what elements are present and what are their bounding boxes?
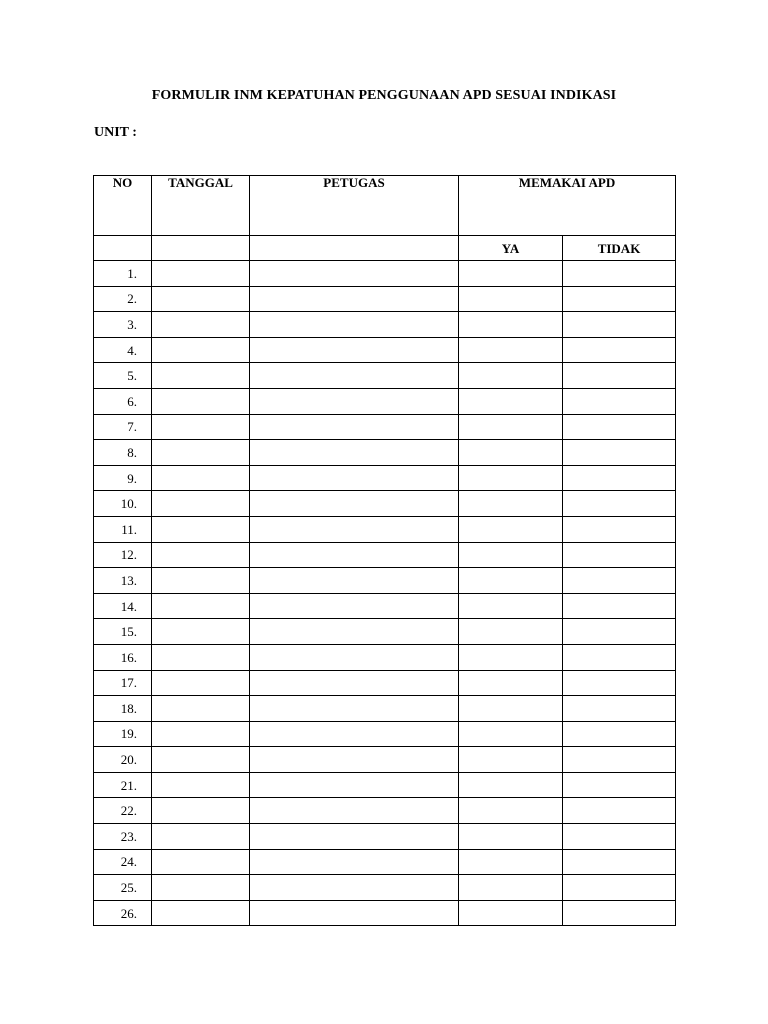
- tanggal-cell[interactable]: [152, 261, 250, 287]
- tidak-cell[interactable]: [563, 696, 676, 722]
- row-number: 10.: [94, 491, 152, 517]
- ya-cell[interactable]: [459, 568, 563, 594]
- ya-cell[interactable]: [459, 696, 563, 722]
- table-row: [94, 414, 676, 440]
- row-number: 16.: [94, 644, 152, 670]
- petugas-cell[interactable]: [250, 568, 459, 594]
- row-number: 9.: [94, 465, 152, 491]
- petugas-cell[interactable]: [250, 644, 459, 670]
- ya-cell[interactable]: [459, 312, 563, 338]
- header-tanggal: TANGGAL: [152, 176, 250, 236]
- tidak-cell[interactable]: [563, 261, 676, 287]
- subheader-empty-tanggal: [152, 236, 250, 261]
- ya-cell[interactable]: [459, 286, 563, 312]
- table-row: [94, 875, 676, 901]
- petugas-cell[interactable]: [250, 593, 459, 619]
- table-row: [94, 849, 676, 875]
- row-number: 13.: [94, 568, 152, 594]
- petugas-cell[interactable]: [250, 696, 459, 722]
- tidak-cell[interactable]: [563, 363, 676, 389]
- petugas-cell[interactable]: [250, 491, 459, 517]
- tidak-cell[interactable]: [563, 824, 676, 850]
- row-number: 23.: [94, 824, 152, 850]
- petugas-cell[interactable]: [250, 619, 459, 645]
- header-no: NO: [94, 176, 152, 236]
- tidak-cell[interactable]: [563, 875, 676, 901]
- tidak-cell[interactable]: [563, 644, 676, 670]
- row-number: 4.: [94, 337, 152, 363]
- petugas-cell[interactable]: [250, 721, 459, 747]
- ya-cell[interactable]: [459, 388, 563, 414]
- tidak-cell[interactable]: [563, 465, 676, 491]
- tanggal-cell[interactable]: [152, 900, 250, 926]
- table-row: [94, 286, 676, 312]
- tidak-cell[interactable]: [563, 849, 676, 875]
- petugas-cell[interactable]: [250, 670, 459, 696]
- row-number: 14.: [94, 593, 152, 619]
- tidak-cell[interactable]: [563, 516, 676, 542]
- petugas-cell[interactable]: [250, 388, 459, 414]
- table-row: [94, 593, 676, 619]
- ya-cell[interactable]: [459, 516, 563, 542]
- ya-cell[interactable]: [459, 721, 563, 747]
- row-number: 7.: [94, 414, 152, 440]
- table-row: [94, 363, 676, 389]
- ya-cell[interactable]: [459, 337, 563, 363]
- petugas-cell[interactable]: [250, 312, 459, 338]
- table-row: [94, 516, 676, 542]
- ya-cell[interactable]: [459, 772, 563, 798]
- tidak-cell[interactable]: [563, 414, 676, 440]
- table-row: [94, 772, 676, 798]
- subheader-empty-no: [94, 236, 152, 261]
- row-number: 17.: [94, 670, 152, 696]
- ya-cell[interactable]: [459, 363, 563, 389]
- tanggal-cell[interactable]: [152, 593, 250, 619]
- table-row: [94, 721, 676, 747]
- petugas-cell[interactable]: [250, 465, 459, 491]
- row-number: 19.: [94, 721, 152, 747]
- tidak-cell[interactable]: [563, 593, 676, 619]
- petugas-cell[interactable]: [250, 849, 459, 875]
- table-row: [94, 696, 676, 722]
- tidak-cell[interactable]: [563, 568, 676, 594]
- tidak-cell[interactable]: [563, 388, 676, 414]
- row-number: 5.: [94, 363, 152, 389]
- ya-cell[interactable]: [459, 542, 563, 568]
- tanggal-cell[interactable]: [152, 619, 250, 645]
- ya-cell[interactable]: [459, 747, 563, 773]
- petugas-cell[interactable]: [250, 824, 459, 850]
- table-row: [94, 900, 676, 926]
- tidak-cell[interactable]: [563, 440, 676, 466]
- ya-cell[interactable]: [459, 465, 563, 491]
- tanggal-cell[interactable]: [152, 849, 250, 875]
- row-number: 11.: [94, 516, 152, 542]
- header-memakai-apd: MEMAKAI APD: [459, 176, 676, 236]
- table-row: [94, 312, 676, 338]
- ya-cell[interactable]: [459, 875, 563, 901]
- row-number: 12.: [94, 542, 152, 568]
- tanggal-cell[interactable]: [152, 388, 250, 414]
- tidak-cell[interactable]: [563, 312, 676, 338]
- subheader-tidak: TIDAK: [563, 236, 676, 261]
- compliance-table: [93, 175, 676, 926]
- ya-cell[interactable]: [459, 824, 563, 850]
- petugas-cell[interactable]: [250, 516, 459, 542]
- table-row: [94, 798, 676, 824]
- tanggal-cell[interactable]: [152, 363, 250, 389]
- petugas-cell[interactable]: [250, 542, 459, 568]
- subheader-empty-petugas: [250, 236, 459, 261]
- ya-cell[interactable]: [459, 619, 563, 645]
- row-number: 8.: [94, 440, 152, 466]
- ya-cell[interactable]: [459, 798, 563, 824]
- tidak-cell[interactable]: [563, 721, 676, 747]
- tidak-cell[interactable]: [563, 747, 676, 773]
- tanggal-cell[interactable]: [152, 644, 250, 670]
- table-row: [94, 542, 676, 568]
- table-row: [94, 261, 676, 287]
- tidak-cell[interactable]: [563, 798, 676, 824]
- row-number: 2.: [94, 286, 152, 312]
- petugas-cell[interactable]: [250, 440, 459, 466]
- tanggal-cell[interactable]: [152, 465, 250, 491]
- tidak-cell[interactable]: [563, 542, 676, 568]
- row-number: 20.: [94, 747, 152, 773]
- tanggal-cell[interactable]: [152, 696, 250, 722]
- row-number: 26.: [94, 900, 152, 926]
- petugas-cell[interactable]: [250, 286, 459, 312]
- tanggal-cell[interactable]: [152, 772, 250, 798]
- row-number: 25.: [94, 875, 152, 901]
- table-row: [94, 747, 676, 773]
- ya-cell[interactable]: [459, 849, 563, 875]
- petugas-cell[interactable]: [250, 261, 459, 287]
- tanggal-cell[interactable]: [152, 875, 250, 901]
- tanggal-cell[interactable]: [152, 312, 250, 338]
- tidak-cell[interactable]: [563, 619, 676, 645]
- tanggal-cell[interactable]: [152, 440, 250, 466]
- table-row: [94, 644, 676, 670]
- petugas-cell[interactable]: [250, 798, 459, 824]
- ya-cell[interactable]: [459, 491, 563, 517]
- table-row: [94, 619, 676, 645]
- tidak-cell[interactable]: [563, 337, 676, 363]
- header-petugas: PETUGAS: [250, 176, 459, 236]
- tidak-cell[interactable]: [563, 670, 676, 696]
- table-row: [94, 337, 676, 363]
- table-body: [94, 176, 676, 926]
- ya-cell[interactable]: [459, 670, 563, 696]
- petugas-cell[interactable]: [250, 900, 459, 926]
- tanggal-cell[interactable]: [152, 491, 250, 517]
- tanggal-cell[interactable]: [152, 721, 250, 747]
- row-number: 1.: [94, 261, 152, 287]
- row-number: 18.: [94, 696, 152, 722]
- table-row: [94, 824, 676, 850]
- tanggal-cell[interactable]: [152, 670, 250, 696]
- ya-cell[interactable]: [459, 900, 563, 926]
- petugas-cell[interactable]: [250, 414, 459, 440]
- row-number: 3.: [94, 312, 152, 338]
- form-title: FORMULIR INM KEPATUHAN PENGGUNAAN APD SESUAI INDIKASI: [151, 88, 617, 103]
- tidak-cell[interactable]: [563, 286, 676, 312]
- tanggal-cell[interactable]: [152, 568, 250, 594]
- table-row: [94, 440, 676, 466]
- row-number: 22.: [94, 798, 152, 824]
- row-number: 21.: [94, 772, 152, 798]
- petugas-cell[interactable]: [250, 772, 459, 798]
- tanggal-cell[interactable]: [152, 516, 250, 542]
- petugas-cell[interactable]: [250, 747, 459, 773]
- tanggal-cell[interactable]: [152, 747, 250, 773]
- tidak-cell[interactable]: [563, 900, 676, 926]
- table-row: [94, 388, 676, 414]
- ya-cell[interactable]: [459, 440, 563, 466]
- subheader-row: [94, 236, 676, 261]
- petugas-cell[interactable]: [250, 337, 459, 363]
- row-number: 6.: [94, 388, 152, 414]
- table-row: [94, 670, 676, 696]
- petugas-cell[interactable]: [250, 363, 459, 389]
- ya-cell[interactable]: [459, 593, 563, 619]
- ya-cell[interactable]: [459, 414, 563, 440]
- tidak-cell[interactable]: [563, 772, 676, 798]
- table-row: [94, 465, 676, 491]
- ya-cell[interactable]: [459, 644, 563, 670]
- tanggal-cell[interactable]: [152, 542, 250, 568]
- petugas-cell[interactable]: [250, 875, 459, 901]
- table-row: [94, 491, 676, 517]
- tanggal-cell[interactable]: [152, 414, 250, 440]
- tidak-cell[interactable]: [563, 491, 676, 517]
- unit-label: UNIT :: [94, 125, 137, 140]
- tanggal-cell[interactable]: [152, 286, 250, 312]
- row-number: 24.: [94, 849, 152, 875]
- tanggal-cell[interactable]: [152, 337, 250, 363]
- row-number: 15.: [94, 619, 152, 645]
- subheader-ya: YA: [459, 236, 563, 261]
- tanggal-cell[interactable]: [152, 798, 250, 824]
- table-row: [94, 568, 676, 594]
- tanggal-cell[interactable]: [152, 824, 250, 850]
- header-row: [94, 176, 676, 236]
- ya-cell[interactable]: [459, 261, 563, 287]
